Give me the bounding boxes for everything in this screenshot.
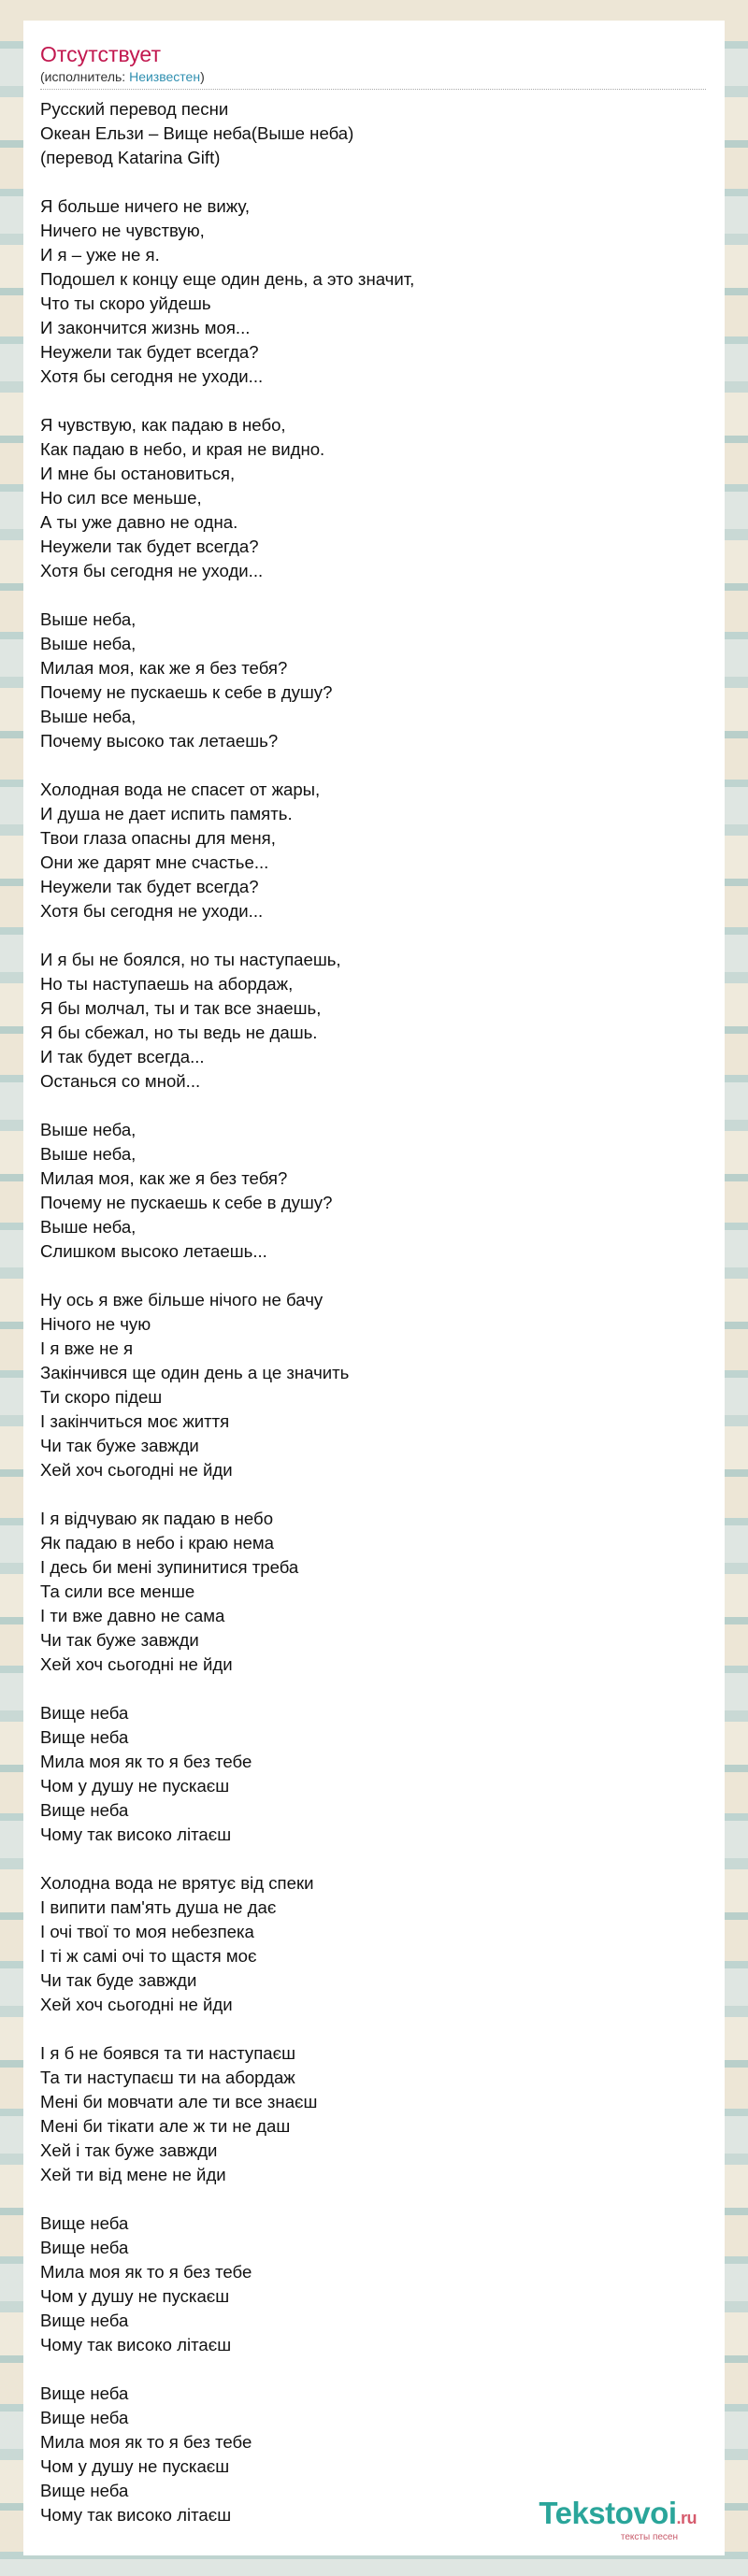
lyric-line: Выше неба, xyxy=(40,634,137,653)
stanza-gap xyxy=(40,2187,708,2211)
lyric-line: І я б не боявся та ти наступаєш xyxy=(40,2043,296,2063)
lyric-line: Но сил все меньше, xyxy=(40,488,202,508)
lyric-line: Почему не пускаешь к себе в душу? xyxy=(40,1193,333,1212)
lyric-line: Выше неба, xyxy=(40,707,137,726)
stanza-gap xyxy=(40,583,708,608)
lyric-line: Нічого не чую xyxy=(40,1314,151,1334)
lyric-line: Неужели так будет всегда? xyxy=(40,537,259,556)
lyric-line: Вище неба xyxy=(40,2408,129,2427)
lyric-line: Что ты скоро уйдешь xyxy=(40,293,211,313)
lyric-line: Чому так високо літаєш xyxy=(40,2335,232,2354)
artist-line xyxy=(40,68,708,85)
lyric-line: Я больше ничего не вижу, xyxy=(40,196,250,216)
lyric-line: Холодная вода не спасет от жары, xyxy=(40,780,321,799)
lyric-line: Хей хоч сьогодні не йди xyxy=(40,1654,233,1674)
lyric-line: Милая моя, как же я без тебя? xyxy=(40,658,288,678)
lyric-line: Чом у душу не пускаєш xyxy=(40,2456,230,2476)
lyric-line: Ничего не чувствую, xyxy=(40,221,205,240)
lyric-line: І випити пам'ять душа не дає xyxy=(40,1897,277,1917)
lyric-line: І я відчуваю як падаю в небо xyxy=(40,1509,274,1528)
lyric-line: И закончится жизнь моя... xyxy=(40,318,251,337)
lyric-line: І ти вже давно не сама xyxy=(40,1606,225,1625)
lyric-line: Хей хоч сьогодні не йди xyxy=(40,1995,233,2014)
lyric-line: Слишком высоко летаешь... xyxy=(40,1241,267,1261)
logo-tld: .ru xyxy=(676,2509,697,2527)
lyric-line: Как падаю в небо, и края не видно. xyxy=(40,439,325,459)
lyric-line: Чом у душу не пускаєш xyxy=(40,2286,230,2306)
stanza-gap xyxy=(40,1677,708,1701)
stanza-gap xyxy=(40,1847,708,1871)
lyric-line: І очі твої то моя небезпека xyxy=(40,1922,254,1941)
stanza-gap xyxy=(40,2017,708,2041)
lyric-line: Хотя бы сегодня не уходи... xyxy=(40,366,264,386)
lyric-line: Океан Ельзи – Вище неба(Выше неба) xyxy=(40,123,354,143)
lyric-line: А ты уже давно не одна. xyxy=(40,512,238,532)
lyric-line: Они же дарят мне счастье... xyxy=(40,852,269,872)
artist-link[interactable]: Неизвестен xyxy=(129,69,201,84)
lyric-line: Мені би тікати але ж ти не даш xyxy=(40,2116,291,2136)
logo-wordmark xyxy=(539,2497,697,2534)
lyric-line: І десь би мені зупинитися треба xyxy=(40,1557,299,1577)
lyric-line: Вище неба xyxy=(40,2383,129,2403)
stanza-gap xyxy=(40,2357,708,2382)
lyric-line: Хотя бы сегодня не уходи... xyxy=(40,561,264,580)
lyric-line: Чи так буже завжди xyxy=(40,1630,199,1650)
logo-tagline: тексты песен xyxy=(620,2532,678,2542)
lyric-line: И душа не дает испить память. xyxy=(40,804,293,823)
lyric-line: Чому так високо літаєш xyxy=(40,2505,232,2525)
lyric-line: Я бы сбежал, но ты ведь не дашь. xyxy=(40,1023,318,1042)
lyric-line: Останься со мной... xyxy=(40,1071,201,1091)
lyric-line: Вище неба xyxy=(40,2311,129,2330)
artist-prefix: (исполнитель: xyxy=(40,69,130,84)
lyric-line: Вище неба xyxy=(40,1727,129,1747)
title-divider xyxy=(40,89,706,90)
lyric-line: Выше неба, xyxy=(40,609,137,629)
lyric-line: І я вже не я xyxy=(40,1338,134,1358)
lyric-line: Хей ти від мене не йди xyxy=(40,2165,226,2184)
artist-suffix: ) xyxy=(200,69,205,84)
stanza-gap xyxy=(40,923,708,948)
lyric-line: Вище неба xyxy=(40,2213,129,2233)
lyrics-card xyxy=(23,21,725,2555)
lyric-line: Хей хоч сьогодні не йди xyxy=(40,1460,233,1480)
lyric-line: І закінчиться моє життя xyxy=(40,1411,230,1431)
lyric-line: И я бы не боялся, но ты наступаешь, xyxy=(40,950,341,969)
lyric-line: Неужели так будет всегда? xyxy=(40,342,259,362)
lyric-line: Русский перевод песни xyxy=(40,99,229,119)
lyric-line: Як падаю в небо і краю нема xyxy=(40,1533,274,1553)
lyric-line: Почему не пускаешь к себе в душу? xyxy=(40,682,333,702)
lyric-line: Выше неба, xyxy=(40,1144,137,1164)
lyric-line: Подошел к концу еще один день, а это значит, xyxy=(40,269,415,289)
stanza-gap xyxy=(40,170,708,194)
lyric-line: Мені би мовчати але ти все знаєш xyxy=(40,2092,318,2111)
lyric-line: И так будет всегда... xyxy=(40,1047,205,1066)
lyric-line: Милая моя, как же я без тебя? xyxy=(40,1168,288,1188)
lyric-line: Вище неба xyxy=(40,2238,129,2257)
site-logo[interactable] xyxy=(539,2497,697,2542)
lyric-line: Закінчився ще один день а це значить xyxy=(40,1363,350,1382)
lyric-line: Но ты наступаешь на абордаж, xyxy=(40,974,294,994)
lyric-line: Чи так буде завжди xyxy=(40,1970,197,1990)
lyric-line: И мне бы остановиться, xyxy=(40,464,236,483)
lyric-line: Мила моя як то я без тебе xyxy=(40,2262,252,2282)
lyric-line: И я – уже не я. xyxy=(40,245,160,265)
lyric-line: Мила моя як то я без тебе xyxy=(40,2432,252,2452)
stanza-gap xyxy=(40,1482,708,1507)
lyric-line: Чи так буже завжди xyxy=(40,1436,199,1455)
lyric-line: Почему высоко так летаешь? xyxy=(40,731,279,751)
logo-name: Tekstovoi xyxy=(539,2496,677,2530)
song-title: Отсутствует xyxy=(40,42,161,66)
lyric-line: Чому так високо літаєш xyxy=(40,1825,232,1844)
lyric-line: Ну ось я вже більше нічого не бачу xyxy=(40,1290,324,1309)
lyric-line: Холодна вода не врятує від спеки xyxy=(40,1873,314,1893)
lyric-line: І ті ж самі очі то щастя моє xyxy=(40,1946,257,1966)
stanza-gap xyxy=(40,1094,708,1118)
stanza-gap xyxy=(40,1264,708,1288)
lyric-line: Вище неба xyxy=(40,2481,129,2500)
lyric-line: Та сили все менше xyxy=(40,1581,195,1601)
lyrics-text xyxy=(40,97,708,2527)
lyric-line: Та ти наступаєш ти на абордаж xyxy=(40,2068,295,2087)
lyric-line: Выше неба, xyxy=(40,1120,137,1139)
lyric-line: Чом у душу не пускаєш xyxy=(40,1776,230,1796)
lyric-line: Я чувствую, как падаю в небо, xyxy=(40,415,286,435)
lyric-line: Твои глаза опасны для меня, xyxy=(40,828,276,848)
stanza-gap xyxy=(40,389,708,413)
lyric-line: (перевод Katarina Gift) xyxy=(40,148,221,167)
lyric-line: Вище неба xyxy=(40,1800,129,1820)
lyric-line: Я бы молчал, ты и так все знаешь, xyxy=(40,998,322,1018)
lyric-line: Мила моя як то я без тебе xyxy=(40,1752,252,1771)
lyric-line: Вище неба xyxy=(40,1703,129,1723)
stanza-gap xyxy=(40,753,708,778)
lyric-line: Хей і так буже завжди xyxy=(40,2140,218,2160)
lyric-line: Выше неба, xyxy=(40,1217,137,1237)
lyric-line: Ти скоро підеш xyxy=(40,1387,163,1407)
lyric-line: Неужели так будет всегда? xyxy=(40,877,259,896)
lyric-line: Хотя бы сегодня не уходи... xyxy=(40,901,264,921)
